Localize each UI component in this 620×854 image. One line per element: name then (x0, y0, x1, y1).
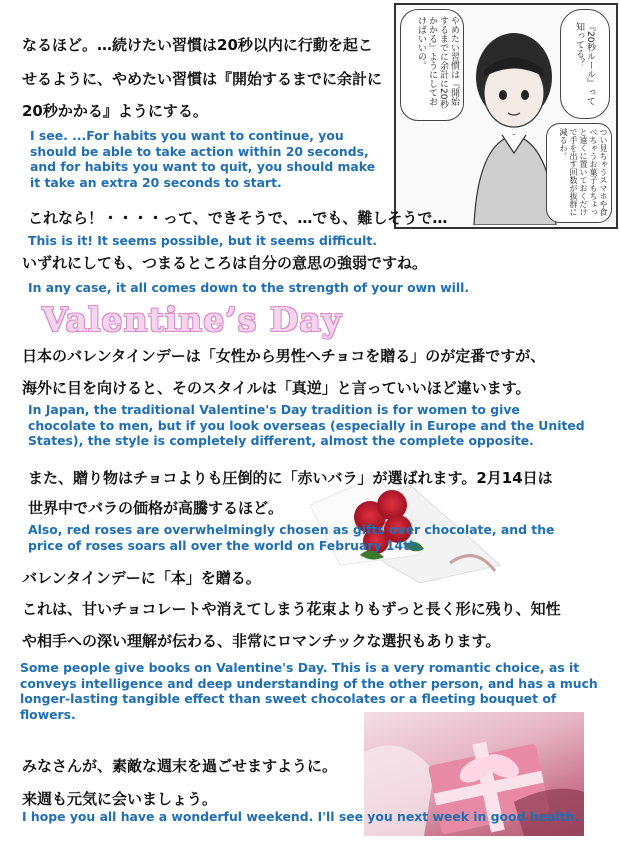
valentine-p3-line-1: これは、甘いチョコレートや消えてしまう花束よりもずっと長く形に残り、知性 (22, 600, 561, 618)
valentine-p1-line-1: 日本のバレンタインデーは「女性から男性へチョコを贈る」のが定番ですが、 (22, 347, 546, 365)
comment-japanese: これなら！・・・・って、できそうで、…でも、難しそうで… (28, 209, 448, 227)
intro-line-1: なるほど。…続けたい習慣は20秒以内に行動を起こ (22, 36, 373, 54)
intro-line-3: 20秒かかる』ようにする。 (22, 102, 208, 120)
valentine-p2-line-1: また、贈り物はチョコよりも圧倒的に「赤いバラ」が選ばれます。2月14日は (28, 469, 553, 487)
conclusion-english: In any case, it all comes down to the strength of your own will. (28, 280, 470, 295)
intro-line-2: せるように、やめたい習慣は『開始するまでに余計に (22, 70, 383, 88)
closing-line-2: 来週も元気に会いましょう。 (22, 790, 218, 808)
valentine-p3-line-2: や相手への深い理解が伝わる、非常にロマンチックな選択もあります。 (22, 632, 501, 650)
valentine-p2-english: Also, red roses are overwhelmingly chosen as gifts over chocolate, and the price of roses soars all over the world on February 14th. (28, 522, 555, 553)
comment-english: This is it! It seems possible, but it seems difficult. (28, 233, 378, 248)
intro-english: I see. ...For habits you want to continue, you should be able to take action within 20 seconds, and for habits you want to quit, you should make it take an extra 20 seconds to start. (30, 128, 376, 190)
closing-english: I hope you all have a wonderful weekend. I'll see you next week in good health. (22, 809, 580, 824)
speech-bubble-2 (400, 9, 464, 121)
closing-line-1: みなさんが、素敵な週末を過ごせますように。 (22, 757, 338, 775)
speech-bubble-1 (560, 9, 610, 119)
conclusion-japanese: いずれにしても、つまるところは自分の意思の強弱ですね。 (22, 254, 428, 272)
speech-bubble-1-text: 『20秒ルール』って知ってる？ (574, 22, 595, 106)
speech-bubble-2-text: やめたい習慣は『開始するまでに余計に20秒かかる』ようにしておけばいいの。 (416, 16, 459, 109)
valentine-p3-heading: バレンタインデーに「本」を贈る。 (22, 569, 261, 587)
valentine-title: Valentine’s Day (42, 300, 342, 339)
manga-panel (394, 3, 618, 229)
valentine-p3-english: Some people give books on Valentine's Day. This is a very romantic choice, as it conveys intelligence and deep understanding of the other person, and has a much longer-lasting tangible effect than sweet chocolates or a fleeting bouquet of flowers. (20, 660, 598, 722)
speech-bubble-3 (546, 123, 612, 223)
valentine-p2-line-2: 世界中でバラの価格が高騰するほど。 (28, 499, 284, 517)
red-roses-photo (300, 445, 510, 585)
valentine-p1-english: In Japan, the traditional Valentine's Day tradition is for women to give chocolate to men, but if you look overseas (especially in Europe and the United States), the style is completely different, almost the complete opposite. (28, 402, 585, 448)
valentine-p1-line-2: 海外に目を向けると、そのスタイルは「真逆」と言っていいほど違います。 (22, 379, 531, 397)
speech-bubble-3-text: つい見ちゃうスマホや食べちゃうお菓子もちょっと遠くに置いておくだけで手を出す回数が抜群に減るわ。 (559, 128, 608, 216)
